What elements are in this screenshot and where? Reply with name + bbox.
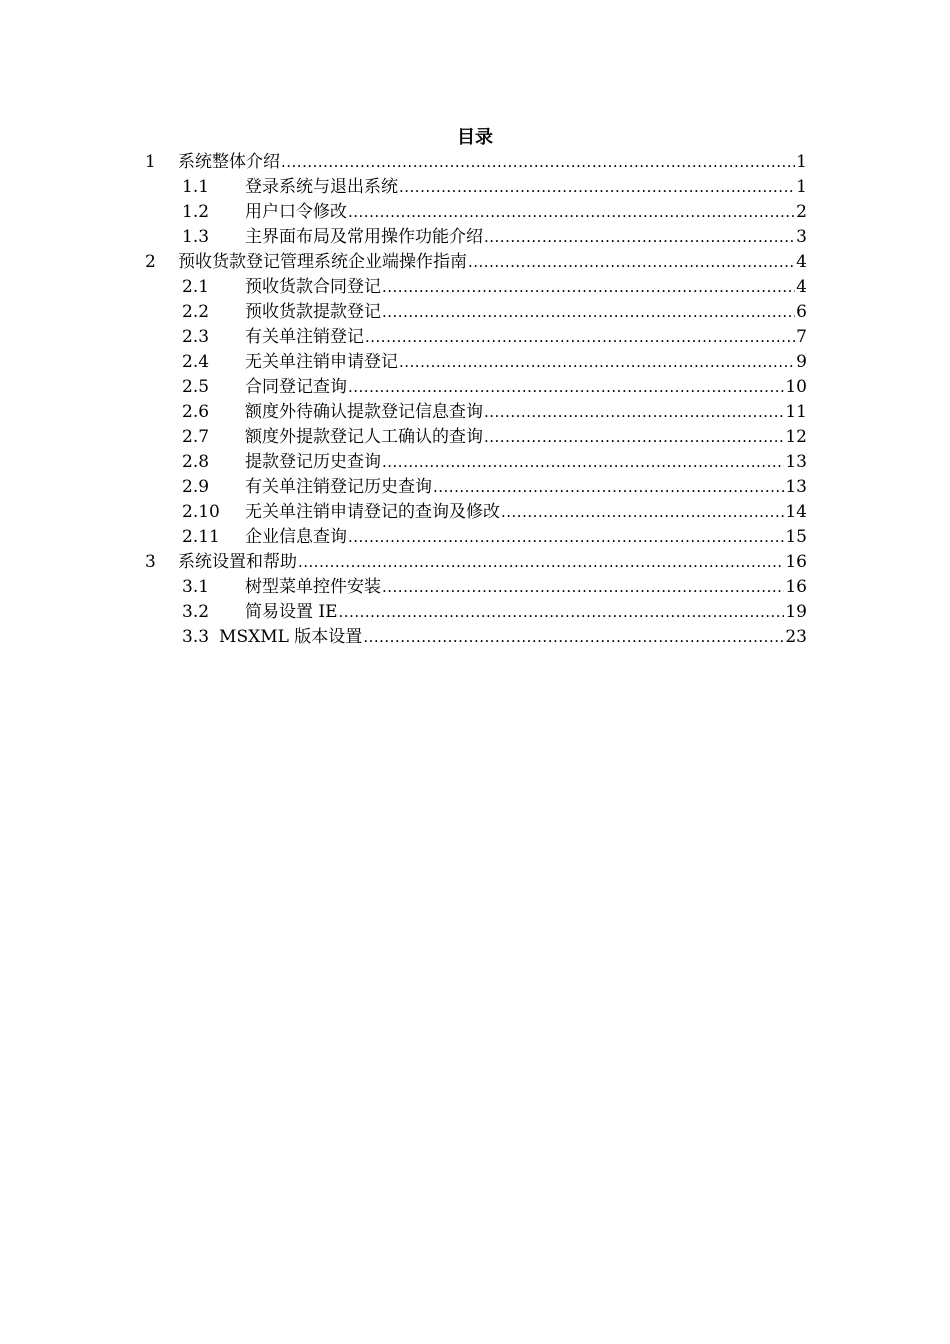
toc-dot-leader	[382, 575, 784, 600]
toc-entry[interactable]	[140, 550, 807, 575]
toc-entry-title: 无关单注销申请登记	[245, 352, 398, 372]
toc-entry[interactable]	[140, 225, 807, 250]
toc-entry-page: 6	[796, 302, 807, 322]
toc-entry[interactable]	[140, 425, 807, 450]
toc-title: 目录	[457, 127, 493, 148]
toc-entry-title: 用户口令修改	[245, 202, 347, 222]
toc-entry-number: 2.2	[182, 302, 210, 322]
toc-entry-page: 13	[785, 477, 807, 497]
toc-entry[interactable]	[140, 250, 807, 275]
toc-entry-number: 2.8	[182, 452, 210, 472]
toc-dot-leader	[484, 425, 784, 450]
toc-dot-leader	[433, 475, 784, 500]
toc-entry-title: 系统设置和帮助	[178, 552, 297, 572]
table-of-contents	[140, 150, 807, 650]
toc-entry-title: 预收货款提款登记	[245, 302, 381, 322]
toc-entry-page: 10	[785, 377, 807, 397]
toc-entry[interactable]	[140, 375, 807, 400]
toc-entry-number: 2.6	[182, 402, 210, 422]
toc-entry[interactable]	[140, 325, 807, 350]
toc-entry-title: 无关单注销申请登记的查询及修改	[245, 502, 500, 522]
toc-entry-title: 系统整体介绍	[178, 152, 280, 172]
toc-entry-page: 14	[785, 502, 807, 522]
toc-dot-leader	[382, 450, 784, 475]
toc-entry[interactable]	[140, 600, 807, 625]
toc-dot-leader	[298, 550, 784, 575]
toc-entry[interactable]	[140, 500, 807, 525]
toc-entry-page: 12	[785, 427, 807, 447]
toc-entry-page: 1	[796, 177, 807, 197]
toc-dot-leader	[348, 375, 784, 400]
toc-entry-title: 登录系统与退出系统	[245, 177, 398, 197]
toc-entry-title: 合同登记查询	[245, 377, 347, 397]
toc-entry[interactable]	[140, 150, 807, 175]
toc-entry-number: 2	[145, 252, 156, 272]
toc-entry-page: 4	[796, 277, 807, 297]
toc-dot-leader	[363, 625, 784, 650]
toc-dot-leader	[468, 250, 795, 275]
toc-entry-number: 2.10	[182, 502, 220, 522]
toc-entry-page: 15	[785, 527, 807, 547]
toc-entry[interactable]	[140, 525, 807, 550]
toc-entry[interactable]	[140, 175, 807, 200]
toc-entry-number: 2.11	[182, 527, 220, 547]
toc-entry-number: 2.5	[182, 377, 210, 397]
toc-entry-title: 有关单注销登记	[245, 327, 364, 347]
toc-entry-number: 2.7	[182, 427, 210, 447]
toc-entry-page: 11	[785, 402, 807, 422]
toc-entry-page: 3	[796, 227, 807, 247]
toc-dot-leader	[382, 300, 795, 325]
toc-entry-number: 1.3	[182, 227, 210, 247]
toc-entry-title: 预收货款登记管理系统企业端操作指南	[178, 252, 467, 272]
toc-entry-page: 23	[785, 627, 807, 647]
toc-entry[interactable]	[140, 275, 807, 300]
toc-dot-leader	[382, 275, 795, 300]
toc-entry-title: 树型菜单控件安装	[245, 577, 381, 597]
toc-entry-page: 1	[796, 152, 807, 172]
toc-entry-page: 16	[785, 552, 807, 572]
toc-entry-page: 4	[796, 252, 807, 272]
toc-entry-page: 13	[785, 452, 807, 472]
toc-entry-number: 1	[145, 152, 156, 172]
toc-entry-title: 有关单注销登记历史查询	[245, 477, 432, 497]
toc-dot-leader	[339, 600, 785, 625]
toc-dot-leader	[501, 500, 784, 525]
toc-entry-title: 企业信息查询	[245, 527, 347, 547]
toc-dot-leader	[484, 400, 784, 425]
toc-entry-page: 2	[796, 202, 807, 222]
toc-entry-title: MSXML 版本设置	[219, 627, 363, 647]
toc-entry-number: 3.2	[182, 602, 210, 622]
toc-entry[interactable]	[140, 450, 807, 475]
toc-entry-title: 额度外待确认提款登记信息查询	[245, 402, 483, 422]
toc-entry-page: 16	[785, 577, 807, 597]
toc-entry-number: 1.2	[182, 202, 210, 222]
toc-dot-leader	[348, 525, 784, 550]
toc-entry-title: 额度外提款登记人工确认的查询	[245, 427, 483, 447]
toc-entry-number: 2.3	[182, 327, 210, 347]
toc-entry[interactable]	[140, 400, 807, 425]
toc-entry-title: 预收货款合同登记	[245, 277, 381, 297]
toc-dot-leader	[281, 150, 795, 175]
toc-entry-number: 2.9	[182, 477, 210, 497]
toc-entry-number: 3.3	[182, 627, 210, 647]
toc-entry-number: 3	[145, 552, 156, 572]
toc-entry-page: 9	[796, 352, 807, 372]
toc-entry-number: 2.1	[182, 277, 210, 297]
toc-entry-number: 3.1	[182, 577, 210, 597]
toc-entry[interactable]	[140, 475, 807, 500]
toc-entry-title: 提款登记历史查询	[245, 452, 381, 472]
toc-dot-leader	[365, 325, 795, 350]
toc-entry[interactable]	[140, 575, 807, 600]
toc-entry[interactable]	[140, 200, 807, 225]
toc-entry-title: 简易设置 IE	[245, 602, 338, 622]
toc-dot-leader	[484, 225, 795, 250]
toc-entry[interactable]	[140, 625, 807, 650]
toc-entry-number: 1.1	[182, 177, 210, 197]
toc-entry[interactable]	[140, 350, 807, 375]
toc-dot-leader	[399, 175, 795, 200]
toc-entry[interactable]	[140, 300, 807, 325]
toc-entry-number: 2.4	[182, 352, 210, 372]
toc-dot-leader	[348, 200, 795, 225]
toc-entry-title: 主界面布局及常用操作功能介绍	[245, 227, 483, 247]
toc-entry-page: 19	[785, 602, 807, 622]
toc-dot-leader	[399, 350, 795, 375]
toc-entry-page: 7	[796, 327, 807, 347]
